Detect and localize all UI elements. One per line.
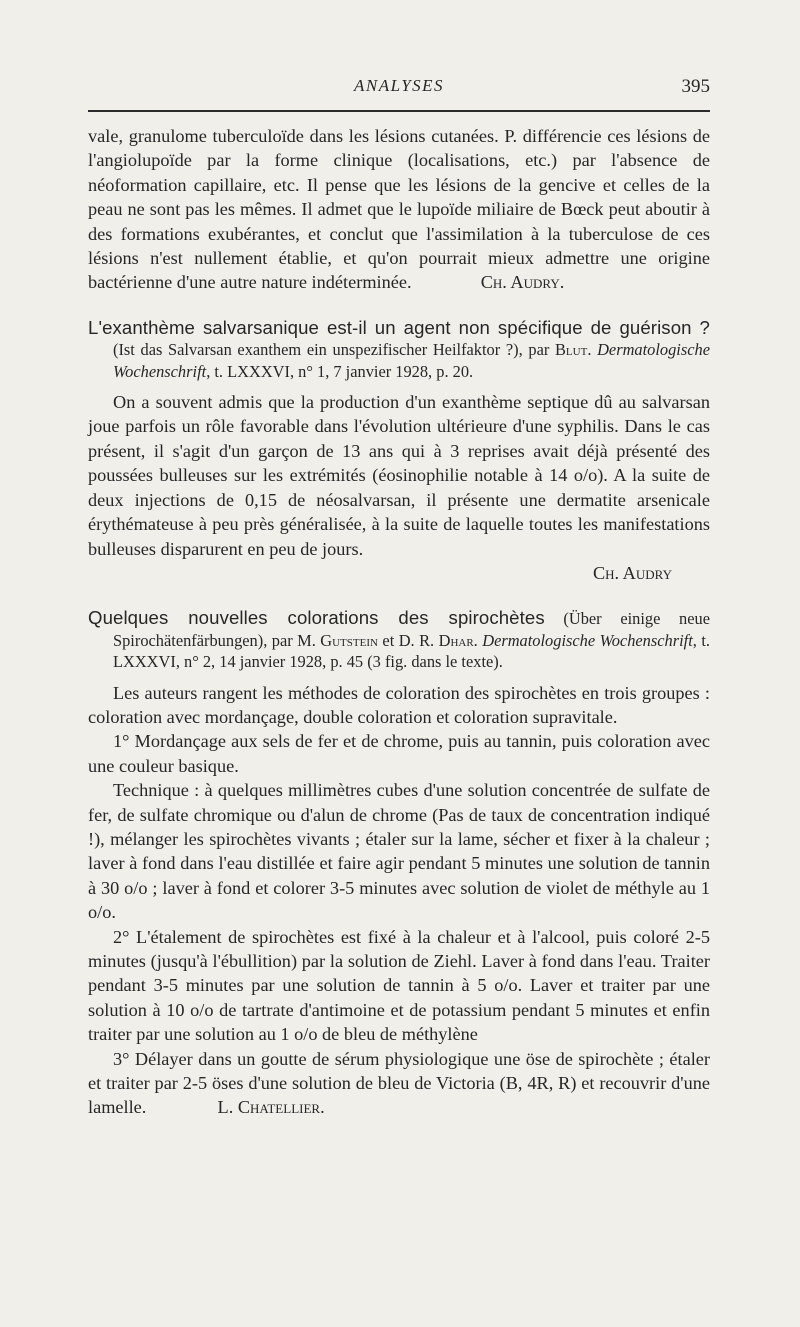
header-rule [88,110,710,112]
article-ref-tail: , t. LXXXVI, n° 1, 7 janvier 1928, p. 20. [206,361,474,381]
article-author-blut: Blut [554,340,588,360]
article-title-spirochetes: Quelques nouvelles colorations des spirochètes [88,607,545,629]
running-head [88,74,710,104]
signature-chatellier: L. Chatellier. [217,1097,325,1118]
article-body-exantheme: On a souvent admis que la production d'un exanthème septique dû au salvarsan joue parfois un rôle favorable dans l'évolution ultérieure d'une syphilis. Dans le cas présent, il s'agit d'un garçon de 13 ans qui à 3 reprises avait déjà présenté des poussées bulleuses sur les extrémités (éosinophilie notable à 14 o/o). A la suite de deux injections de 0,15 de néosalvarsan, il présente une dermatite arsenicale érythémateuse à peu près généralisée, à la suite de laquelle toutes les manifestations bulleuses disparurent en peu de jours. [88,392,710,559]
journal-name: Dermatologische Wochenschrift [113,340,710,381]
page-body [88,124,710,1120]
paragraph-victoria: 3° Délayer dans un goutte de sérum physiologique une öse de spirochète ; étaler et traiter par 2-5 öses d'une solution de bleu de Victoria (B, 4R, R) et recouvrir d'une lamelle. L. Chatellier. [88,1048,710,1118]
continuation-paragraph [88,124,710,295]
page-number: 395 [681,76,710,97]
journal-name: Dermatologische Wochenschrift [482,630,693,650]
article-ref-lead: (Ist das Salvarsan exanthem ein unspezifischer Heilfaktor ?), par [113,340,555,360]
paragraph-mordancage: 1° Mordançage aux sels de fer et de chrome, puis au tannin, puis coloration avec une couleur basique. [88,731,710,776]
section-title: ANALYSES [353,76,445,95]
article-author-gutstein: Gutstein [320,630,378,650]
article2-ref-lead: (Über einige neue Spirochätenfärbungen), par M. [113,609,710,650]
signature-audry-1: Ch. Audry. [480,272,565,293]
paragraph-groupes: Les auteurs rangent les méthodes de coloration des spirochètes en trois groupes : coloration avec mordançage, double coloration et coloration supravitale. [88,682,710,727]
continuation-text: vale, granulome tuberculoïde dans les lésions cutanées. P. différencie ces lésions de l'angiolupoïde par la forme clinique (localisations, etc.) par l'absence de néoformation capillaire, etc. Il pense que les lésions de la gencive et celles de la peau ne sont pas les mêmes. Il admet que le lupoïde miliaire de Bœck peut aboutir à des formations exubérantes, et conclut que l'assimilation à la tuberculose de ces lésions n'est nullement établie, et qu'on pourrait mieux admettre une origine bactérienne d'une autre nature indéterminée. [88,126,710,293]
paragraph-technique: Technique : à quelques millimètres cubes d'une solution concentrée de sulfate de fer, de sulfate chromique ou d'alun de chrome (Pas de taux de concentration indiqué !), mélanger les spirochètes vivants ; étaler sur la lame, sécher et fixer à la chaleur ; laver à fond dans l'eau distillée et faire agir pendant 5 minutes une solution de tannin à 30 o/o ; laver à fond et colorer 3-5 minutes avec solution de violet de méthyle au 1 o/o. [88,780,710,923]
article-heading-spirochetes: Quelques nouvelles colorations des spirochètes (Über einige neue Spirochätenfärbungen), par M. Gutstein et D. R. Dhar. Dermatologische Wochenschrift, t. LXXXVI, n° 2, 14 janvier 1928, p. 45 (3 fig. dans le texte). [88,607,710,672]
paragraph-ziehl: 2° L'étalement de spirochètes est fixé à la chaleur et à l'alcool, puis coloré 2-5 minutes (jusqu'à l'ébullition) par la solution de Ziehl. Laver à fond dans l'eau. Traiter pendant 3-5 minutes par une solution de tannin à 5 o/o. Laver et traiter par une solution à 10 o/o de tartrate d'antimoine et de potassium pendant 5 minutes et enfin traiter par une solution au 1 o/o de bleu de méthylène [88,926,710,1045]
article-author-dhar: Dhar [438,630,474,650]
signature-audry-2: Ch. Audry [592,562,672,583]
article-heading-exantheme: L'exanthème salvarsanique est-il un agent non spécifique de guérison ? (Ist das Salvarsan exanthem ein unspezifischer Heilfaktor ?), par Blut. Dermatologische Wochenschrift, t. LXXXVI, n° 1, 7 janvier 1928, p. 20. [88,316,710,381]
article-title-exantheme: L'exanthème salvarsanique est-il un agent non spécifique de guérison ? [88,316,710,338]
article2-ref-tail: , t. LXXXVI, n° 2, 14 janvier 1928, p. 45 (3 fig. dans le texte). [113,630,710,672]
